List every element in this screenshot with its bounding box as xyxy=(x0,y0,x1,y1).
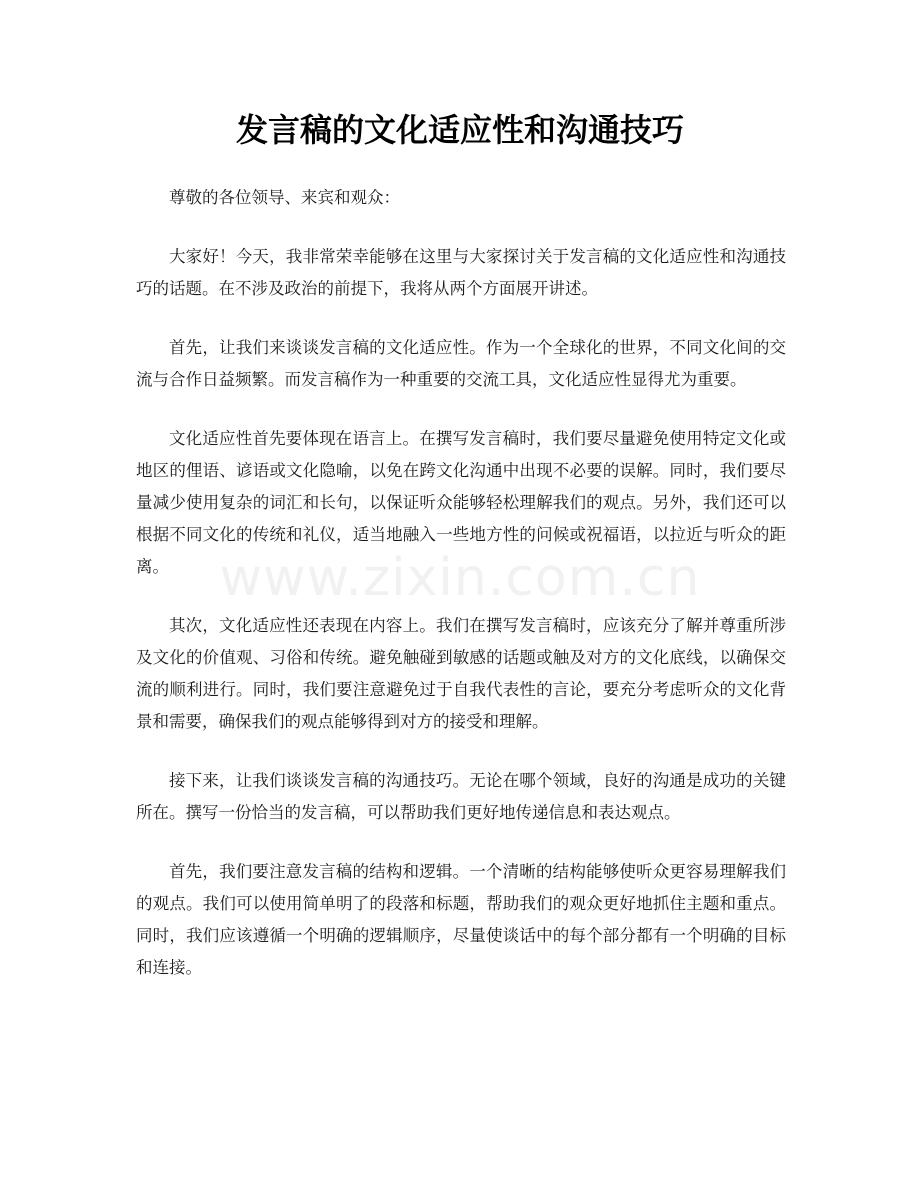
paragraph: 首先，让我们来谈谈发言稿的文化适应性。作为一个全球化的世界，不同文化间的交流与合作日益频繁。而发言稿作为一种重要的交流工具，文化适应性显得尤为重要。 xyxy=(136,338,786,389)
salutation-paragraph: 尊敬的各位领导、来宾和观众： xyxy=(169,188,400,207)
document-body xyxy=(136,182,786,1011)
paragraph: 大家好！今天，我非常荣幸能够在这里与大家探讨关于发言稿的文化适应性和沟通技巧的话题。在不涉及政治的前提下，我将从两个方面展开讲述。 xyxy=(136,247,786,298)
document-title: 发言稿的文化适应性和沟通技巧 xyxy=(235,111,684,149)
paragraph: 其次，文化适应性还表现在内容上。我们在撰写发言稿时，应该充分了解并尊重所涉及文化的价值观、习俗和传统。避免触碰到敏感的话题或触及对方的文化底线，以确保交流的顺利进行。同时，我们要注意避免过于自我代表性的言论，要充分考虑听众的文化背景和需要，确保我们的观点能够得到对方的接受和理解。 xyxy=(136,616,786,731)
watermark: www.zixin.com.cn xyxy=(219,548,701,608)
paragraph: 首先，我们要注意发言稿的结构和逻辑。一个清晰的结构能够使听众更容易理解我们的观点。我们可以使用简单明了的段落和标题，帮助我们的观众更好地抓住主题和重点。同时，我们应该遵循一个明确的逻辑顺序，尽量使谈话中的每个部分都有一个明确的目标和连接。 xyxy=(136,862,786,977)
paragraph: 文化适应性首先要体现在语言上。在撰写发言稿时，我们要尽量避免使用特定文化或地区的俚语、谚语或文化隐喻，以免在跨文化沟通中出现不必要的误解。同时，我们要尽量减少使用复杂的词汇和长句，以保证听众能够轻松理解我们的观点。另外，我们还可以根据不同文化的传统和礼仪，适当地融入一些地方性的问候或祝福语，以拉近与听众的距离。 xyxy=(136,429,786,576)
paragraph: 接下来，让我们谈谈发言稿的沟通技巧。无论在哪个领域，良好的沟通是成功的关键所在。撰写一份恰当的发言稿，可以帮助我们更好地传递信息和表达观点。 xyxy=(136,771,786,822)
